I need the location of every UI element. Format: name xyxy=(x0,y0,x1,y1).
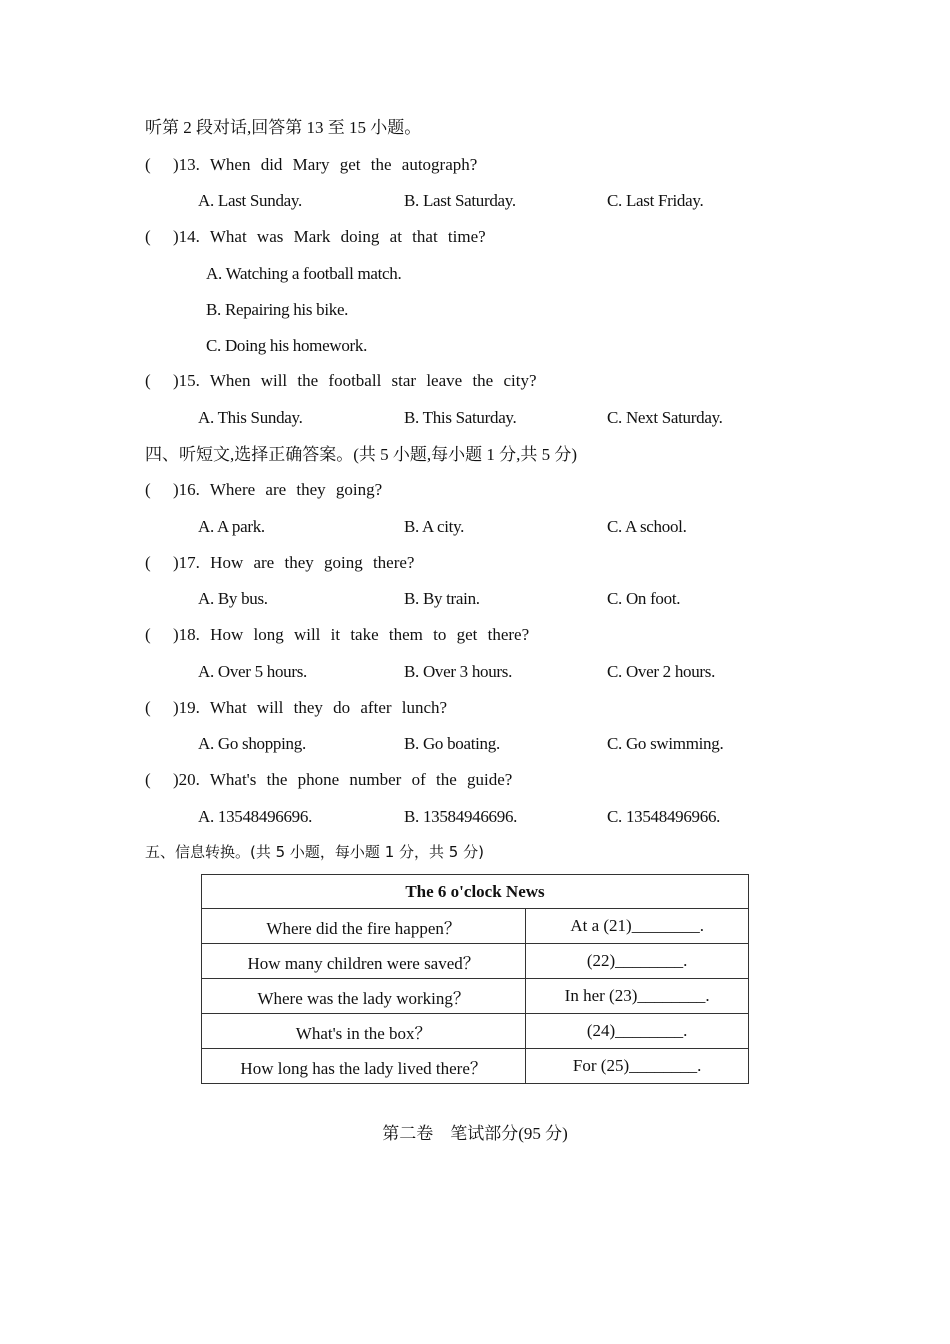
question-16 xyxy=(145,480,382,500)
option-13-b: B. Last Saturday. xyxy=(404,191,516,210)
question-15 xyxy=(145,371,537,391)
answer-paren: ( xyxy=(145,625,151,644)
option-17-c: C. On foot. xyxy=(607,589,681,608)
table-question-cell: How long has the lady lived there？ xyxy=(202,1049,526,1084)
option-18-c: C. Over 2 hours. xyxy=(607,662,716,681)
question-20 xyxy=(145,770,512,790)
table-row xyxy=(202,1049,749,1084)
question-stem: )13. When did Mary get the autograph? xyxy=(173,155,478,174)
question-stem: )15. When will the football star leave the city? xyxy=(173,371,537,390)
option-15-a: A. This Sunday. xyxy=(198,408,303,427)
option-19-b: B. Go boating. xyxy=(404,734,500,753)
table-answer-cell: In her (23)________. xyxy=(526,979,749,1014)
option-17-b: B. By train. xyxy=(404,589,480,608)
question-stem: )18. How long will it take them to get there? xyxy=(173,625,530,644)
option-15-c: C. Next Saturday. xyxy=(607,408,723,427)
option-17-a: A. By bus. xyxy=(198,589,268,608)
option-18-a: A. Over 5 hours. xyxy=(198,662,307,681)
option-18-b: B. Over 3 hours. xyxy=(404,662,513,681)
option-16-b: B. A city. xyxy=(404,517,465,536)
table-row xyxy=(202,909,749,944)
question-18 xyxy=(145,625,529,645)
option-20-a: A. 13548496696. xyxy=(198,807,313,826)
question-stem: )19. What will they do after lunch? xyxy=(173,698,448,717)
question-stem: )20. What's the phone number of the guide? xyxy=(173,770,513,789)
table-question-cell: Where was the lady working？ xyxy=(202,979,526,1014)
answer-paren: ( xyxy=(145,480,151,499)
table-answer-cell: (24)________. xyxy=(526,1014,749,1049)
option-16-a: A. A park. xyxy=(198,517,265,536)
answer-paren: ( xyxy=(145,371,151,390)
news-table xyxy=(201,874,749,1084)
table-answer-cell: (22)________. xyxy=(526,944,749,979)
answer-paren: ( xyxy=(145,155,151,174)
section-intro: 听第 2 段对话,回答第 13 至 15 小题。 xyxy=(145,118,422,137)
table-row xyxy=(202,979,749,1014)
option-20-b: B. 13584946696. xyxy=(404,807,518,826)
option-13-a: A. Last Sunday. xyxy=(198,191,302,210)
answer-paren: ( xyxy=(145,227,151,246)
answer-paren: ( xyxy=(145,698,151,717)
part-2-title: 第二卷 笔试部分(95 分) xyxy=(382,1124,568,1143)
table-question-cell: How many children were saved？ xyxy=(202,944,526,979)
option-14-a: A. Watching a football match. xyxy=(206,264,402,283)
table-question-cell: What's in the box？ xyxy=(202,1014,526,1049)
question-14 xyxy=(145,227,486,247)
option-19-a: A. Go shopping. xyxy=(198,734,306,753)
table-row xyxy=(202,944,749,979)
table-answer-cell: At a (21)________. xyxy=(526,909,749,944)
answer-paren: ( xyxy=(145,553,151,572)
table-question-cell: Where did the fire happen？ xyxy=(202,909,526,944)
option-14-b: B. Repairing his bike. xyxy=(206,300,349,319)
question-19 xyxy=(145,698,447,718)
option-16-c: C. A school. xyxy=(607,517,687,536)
table-title: The 6 o'clock News xyxy=(202,875,749,909)
option-20-c: C. 13548496966. xyxy=(607,807,721,826)
answer-paren: ( xyxy=(145,770,151,789)
option-15-b: B. This Saturday. xyxy=(404,408,517,427)
question-stem: )14. What was Mark doing at that time? xyxy=(173,227,486,246)
question-13 xyxy=(145,155,477,175)
table-row xyxy=(202,1014,749,1049)
question-stem: )17. How are they going there? xyxy=(173,553,415,572)
option-14-c: C. Doing his homework. xyxy=(206,336,368,355)
option-13-c: C. Last Friday. xyxy=(607,191,704,210)
section-4-heading: 四、听短文,选择正确答案。(共 5 小题,每小题 1 分,共 5 分) xyxy=(145,445,578,464)
question-17 xyxy=(145,553,414,573)
question-stem: )16. Where are they going? xyxy=(173,480,383,499)
option-19-c: C. Go swimming. xyxy=(607,734,724,753)
table-header-row xyxy=(202,875,749,909)
table-answer-cell: For (25)________. xyxy=(526,1049,749,1084)
section-5-heading: 五、信息转换。(共 5 小题，每小题 1 分，共 5 分) xyxy=(145,843,484,861)
